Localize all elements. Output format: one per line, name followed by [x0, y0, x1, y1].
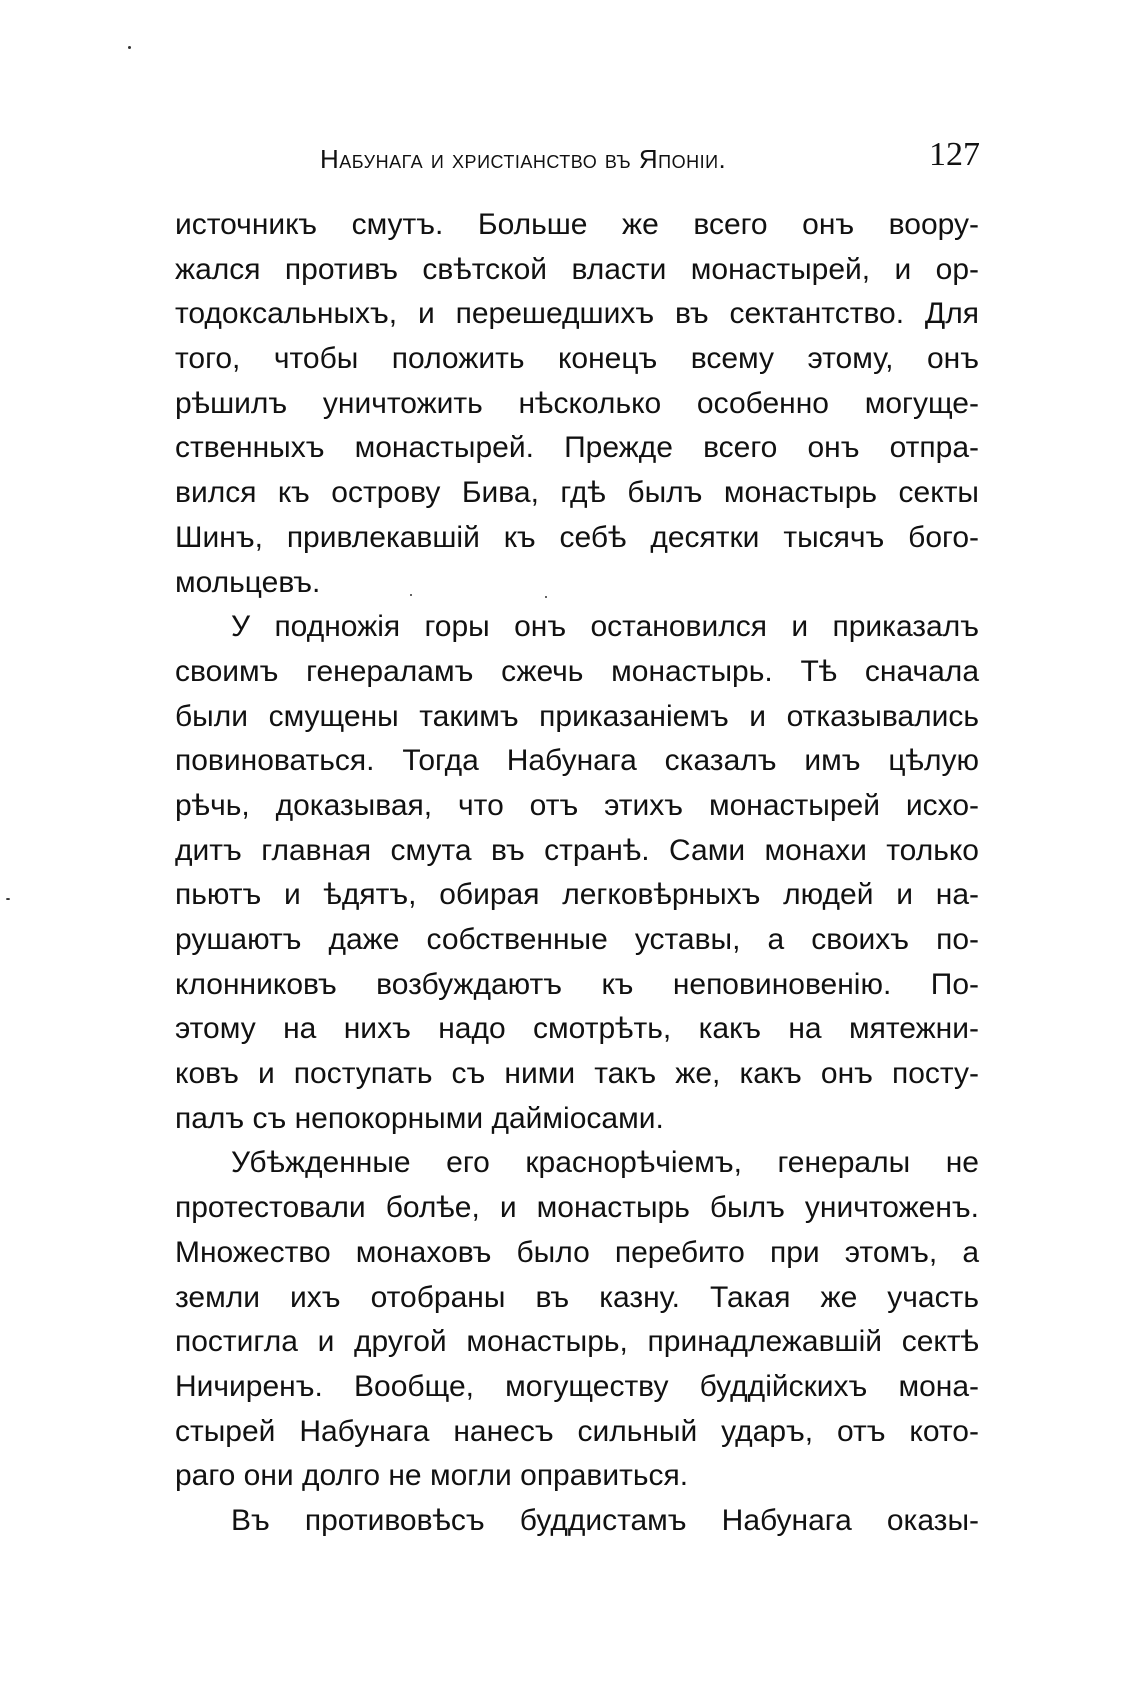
text-line: Убѣжденные его краснорѣчіемъ, генералы не: [231, 1146, 979, 1180]
text-line: Въ противовѣсъ буддистамъ Набунага оказы-: [231, 1503, 979, 1537]
text-line: раго они долго не могли оправиться.: [175, 1459, 689, 1493]
text-line: земли ихъ отобраны въ казну. Такая же участь: [175, 1280, 979, 1314]
text-line: палъ съ непокорными дайміосами.: [175, 1101, 664, 1135]
text-line: вился къ острову Бива, гдѣ былъ монастырь секты: [175, 476, 979, 510]
text-line: Шинъ, привлекавшій къ себѣ десятки тысячъ бого-: [175, 520, 979, 554]
text-line: своимъ генераламъ сжечь монастырь. Тѣ сначала: [175, 654, 979, 688]
text-line: мольцевъ.: [175, 565, 321, 599]
text-line: ковъ и поступать съ ними такъ же, какъ онъ посту-: [175, 1057, 979, 1091]
text-line: повиноваться. Тогда Набунага сказалъ имъ цѣлую: [175, 744, 979, 778]
text-line: были смущены такимъ приказаніемъ и отказывались: [175, 699, 979, 733]
text-line: пьютъ и ѣдятъ, обирая легковѣрныхъ людей и на-: [175, 878, 979, 912]
page-header: [320, 136, 980, 176]
scan-speck: [6, 898, 10, 900]
text-line: дитъ главная смута въ странѣ. Сами монахи только: [175, 833, 979, 867]
paragraph-4: [175, 1499, 979, 1544]
text-line: тодоксальныхъ, и перешедшихъ въ сектантство. Для: [175, 297, 979, 331]
running-head: Набунага и христіанство въ Японіи.: [320, 144, 727, 174]
text-line: жался противъ свѣтской власти монастырей, и ор-: [175, 252, 979, 286]
text-line: Ничиренъ. Вообще, могуществу буддійскихъ мона-: [175, 1369, 979, 1403]
page-number: 127: [929, 136, 980, 173]
text-line: У подножія горы онъ остановился и приказалъ: [231, 610, 979, 644]
paragraph-1: [175, 203, 979, 605]
paragraph-3: [175, 1141, 979, 1499]
text-line: источникъ смутъ. Больше же всего онъ воору-: [175, 208, 979, 241]
paragraph-2: [175, 605, 979, 1141]
text-line: постигла и другой монастырь, принадлежавшій сектѣ: [175, 1325, 979, 1359]
text-line: этому на нихъ надо смотрѣть, какъ на мятежни-: [175, 1012, 979, 1046]
text-line: клонниковъ возбуждаютъ къ неповиновенію. По-: [175, 967, 979, 1001]
scan-speck: [128, 46, 131, 49]
body-text: [175, 203, 979, 1544]
text-line: рушаютъ даже собственные уставы, а своихъ по-: [175, 923, 979, 956]
text-line: Множество монаховъ было перебито при этомъ, а: [175, 1235, 979, 1269]
text-line: протестовали болѣе, и монастырь былъ уничтоженъ.: [175, 1191, 979, 1225]
scan-speck: [410, 594, 412, 596]
text-line: рѣчь, доказывая, что отъ этихъ монастырей исхо-: [175, 788, 979, 822]
text-line: рѣшилъ уничтожить нѣсколько особенно могуще-: [175, 386, 979, 420]
text-line: ственныхъ монастырей. Прежде всего онъ отпра-: [175, 431, 979, 465]
scan-speck: [545, 596, 547, 598]
text-line: того, чтобы положить конецъ всему этому, онъ: [175, 342, 979, 376]
text-line: стырей Набунага нанесъ сильный ударъ, отъ кото-: [175, 1414, 979, 1448]
